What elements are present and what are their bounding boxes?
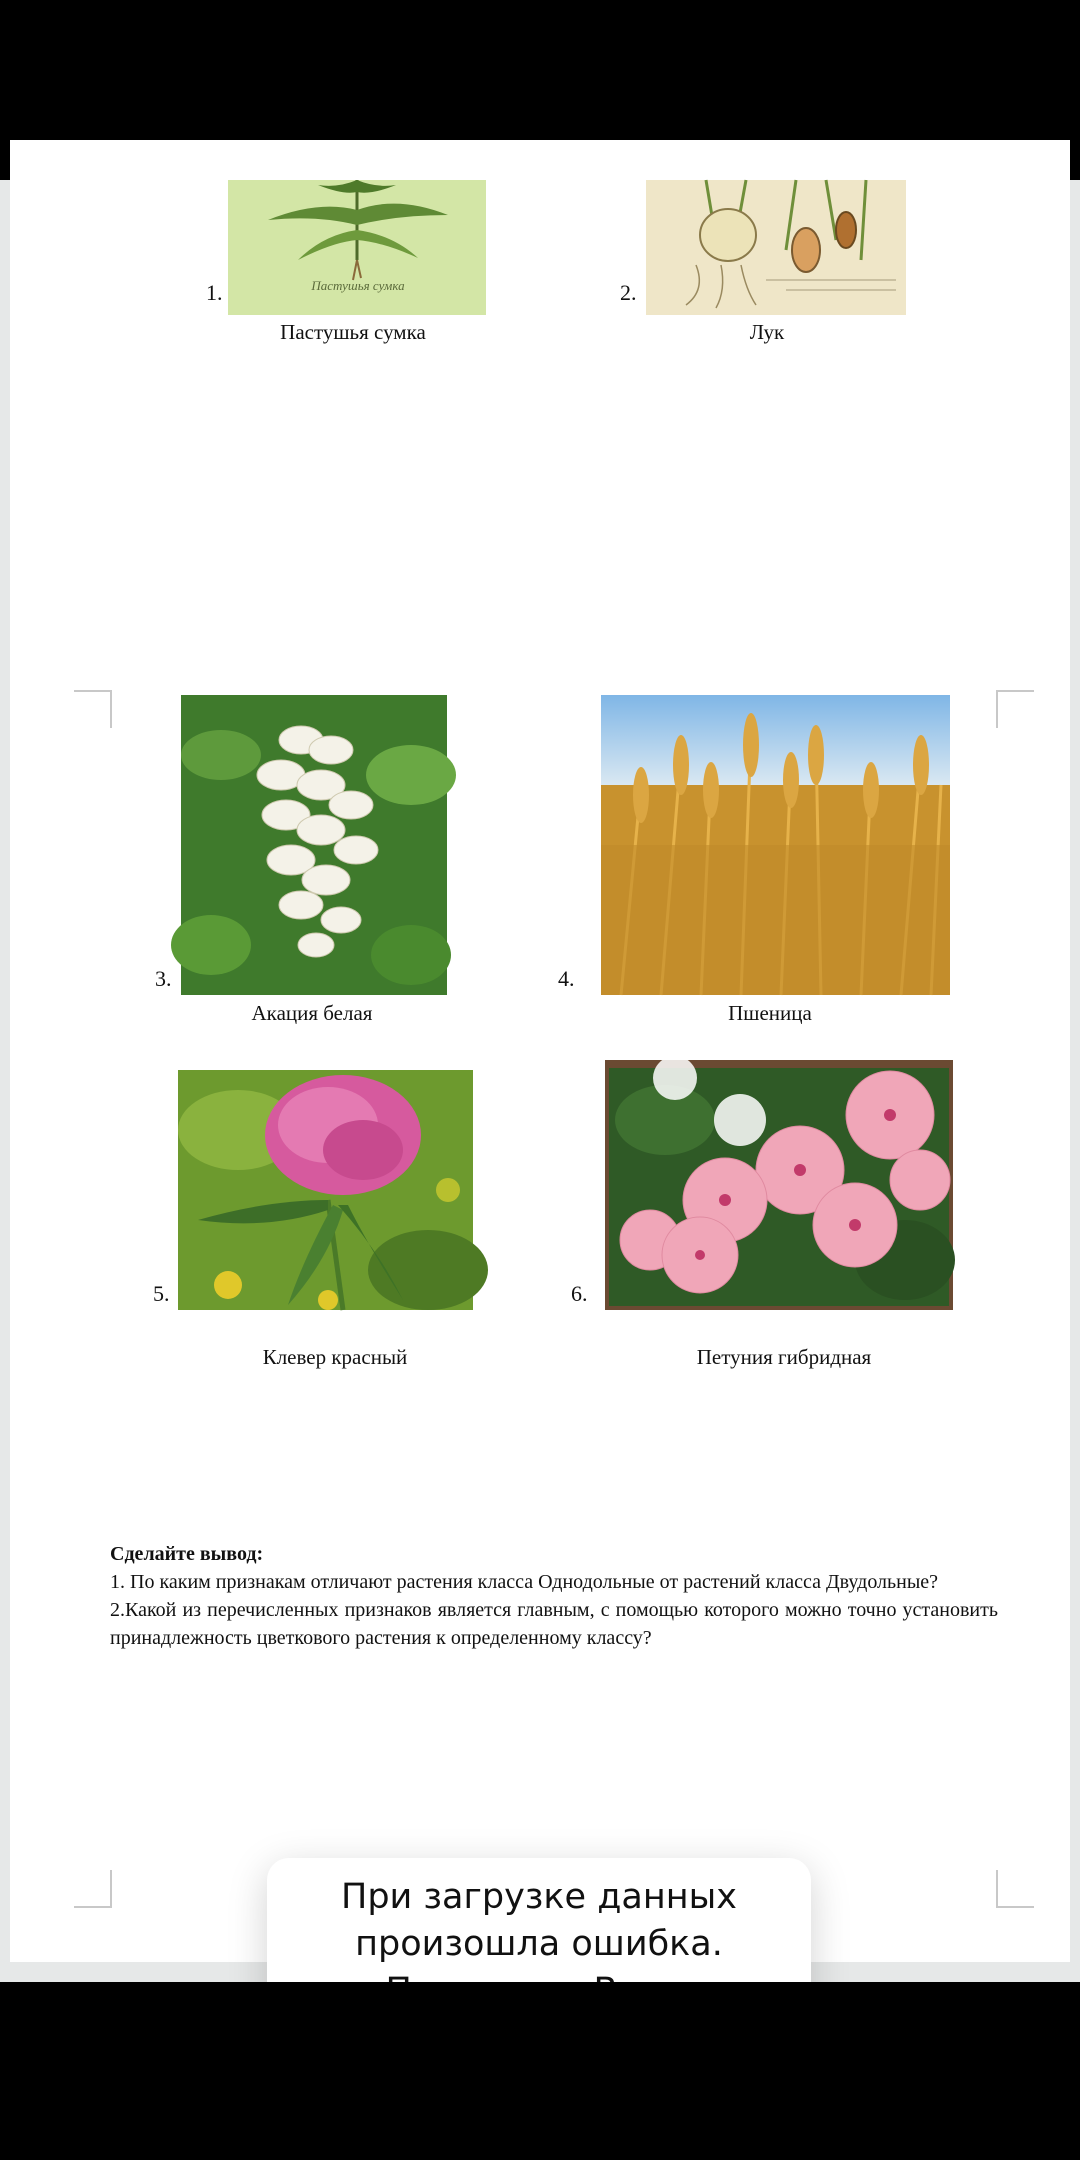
question-2: 2.Какой из перечисленных признаков является главным, с помощью которого можно точно установить принадлежность цветкового растения к определенному классу? [110, 1599, 998, 1649]
item-caption: Лук [749, 320, 785, 344]
red-clover-image [178, 1070, 473, 1310]
item-caption: Петуния гибридная [696, 1345, 872, 1369]
document-viewer[interactable] [0, 180, 1080, 1982]
item-number: 2. [620, 280, 637, 305]
image-label: Пастушья сумка [311, 278, 405, 293]
conclusion-block [110, 1540, 998, 1652]
hybrid-petunia-image [605, 1060, 953, 1310]
white-acacia-image [181, 695, 447, 995]
page-corner-mark [74, 690, 112, 728]
network-error-toast: При загрузке данных произошла ошибка. [267, 1858, 811, 2078]
item-number: 6. [571, 1281, 588, 1306]
page-corner-mark [996, 690, 1034, 728]
item-number: 5. [153, 1281, 170, 1306]
item-caption: Пшеница [728, 1001, 812, 1025]
item-caption: Пастушья сумка [280, 320, 426, 344]
onion-image [646, 180, 906, 315]
item-caption: Клевер красный [262, 1345, 408, 1369]
item-number: 4. [558, 966, 575, 991]
item-number: 3. [155, 966, 172, 991]
wheat-image [601, 695, 950, 995]
page-corner-mark [996, 1870, 1034, 1908]
question-1: 1. По каким признакам отличают растения класса Однодольные от растений класса Двудольные? [110, 1571, 939, 1593]
item-caption: Акация белая [251, 1001, 373, 1025]
shepherds-purse-image [228, 180, 486, 315]
document-page-2 [10, 470, 1070, 1962]
page-corner-mark [74, 1870, 112, 1908]
bottom-black-bar [0, 1982, 1080, 2160]
conclusion-heading: Сделайте вывод: [110, 1543, 264, 1565]
item-number: 1. [206, 280, 223, 305]
